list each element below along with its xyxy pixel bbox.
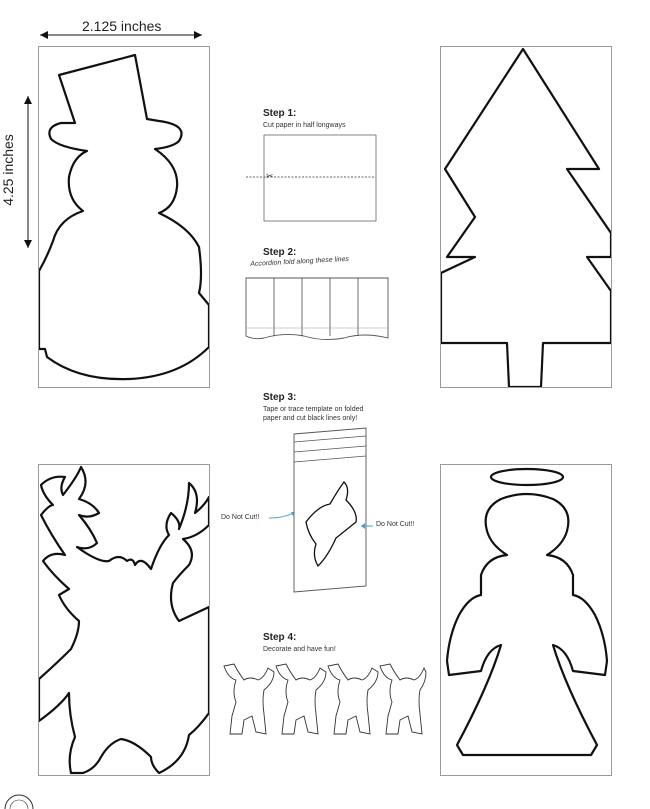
step3-description-line2: paper and cut black lines only! xyxy=(263,415,358,422)
do-not-cut-right-label: Do Not Cut!! xyxy=(376,521,415,528)
step1-diagram xyxy=(244,133,378,223)
width-label: 2.125 inches xyxy=(82,18,162,34)
step3-title: Step 3: xyxy=(263,392,297,403)
do-not-cut-left-label: Do Not Cut!! xyxy=(221,514,260,521)
height-dimension xyxy=(0,92,38,252)
snowman-template-panel xyxy=(38,46,210,388)
width-dimension xyxy=(36,18,206,40)
angel-icon xyxy=(441,465,611,775)
snowman-icon xyxy=(39,47,209,387)
step4-title: Step 4: xyxy=(263,632,297,643)
step4-description: Decorate and have fun! xyxy=(263,646,336,653)
step2-description: Accordion fold along these lines xyxy=(250,255,350,268)
step2-diagram xyxy=(244,272,390,344)
reindeer-icon xyxy=(39,465,209,775)
corner-logo-icon xyxy=(2,792,36,809)
reindeer-template-panel xyxy=(38,464,210,776)
step2-title: Step 2: xyxy=(263,247,297,258)
callout-arrows xyxy=(265,508,375,532)
christmas-tree-icon xyxy=(441,47,611,387)
tree-template-panel xyxy=(440,46,612,388)
angel-template-panel xyxy=(440,464,612,776)
step4-reindeer-garland xyxy=(220,658,428,740)
height-label: 4.25 inches xyxy=(0,134,16,206)
step1-description: Cut paper in half longways xyxy=(263,122,346,129)
step3-description-line1: Tape or trace template on folded xyxy=(263,406,364,413)
scissors-icon: ✂ xyxy=(266,171,274,181)
reindeer-chain-icon xyxy=(224,664,426,734)
step1-title: Step 1: xyxy=(263,108,297,119)
